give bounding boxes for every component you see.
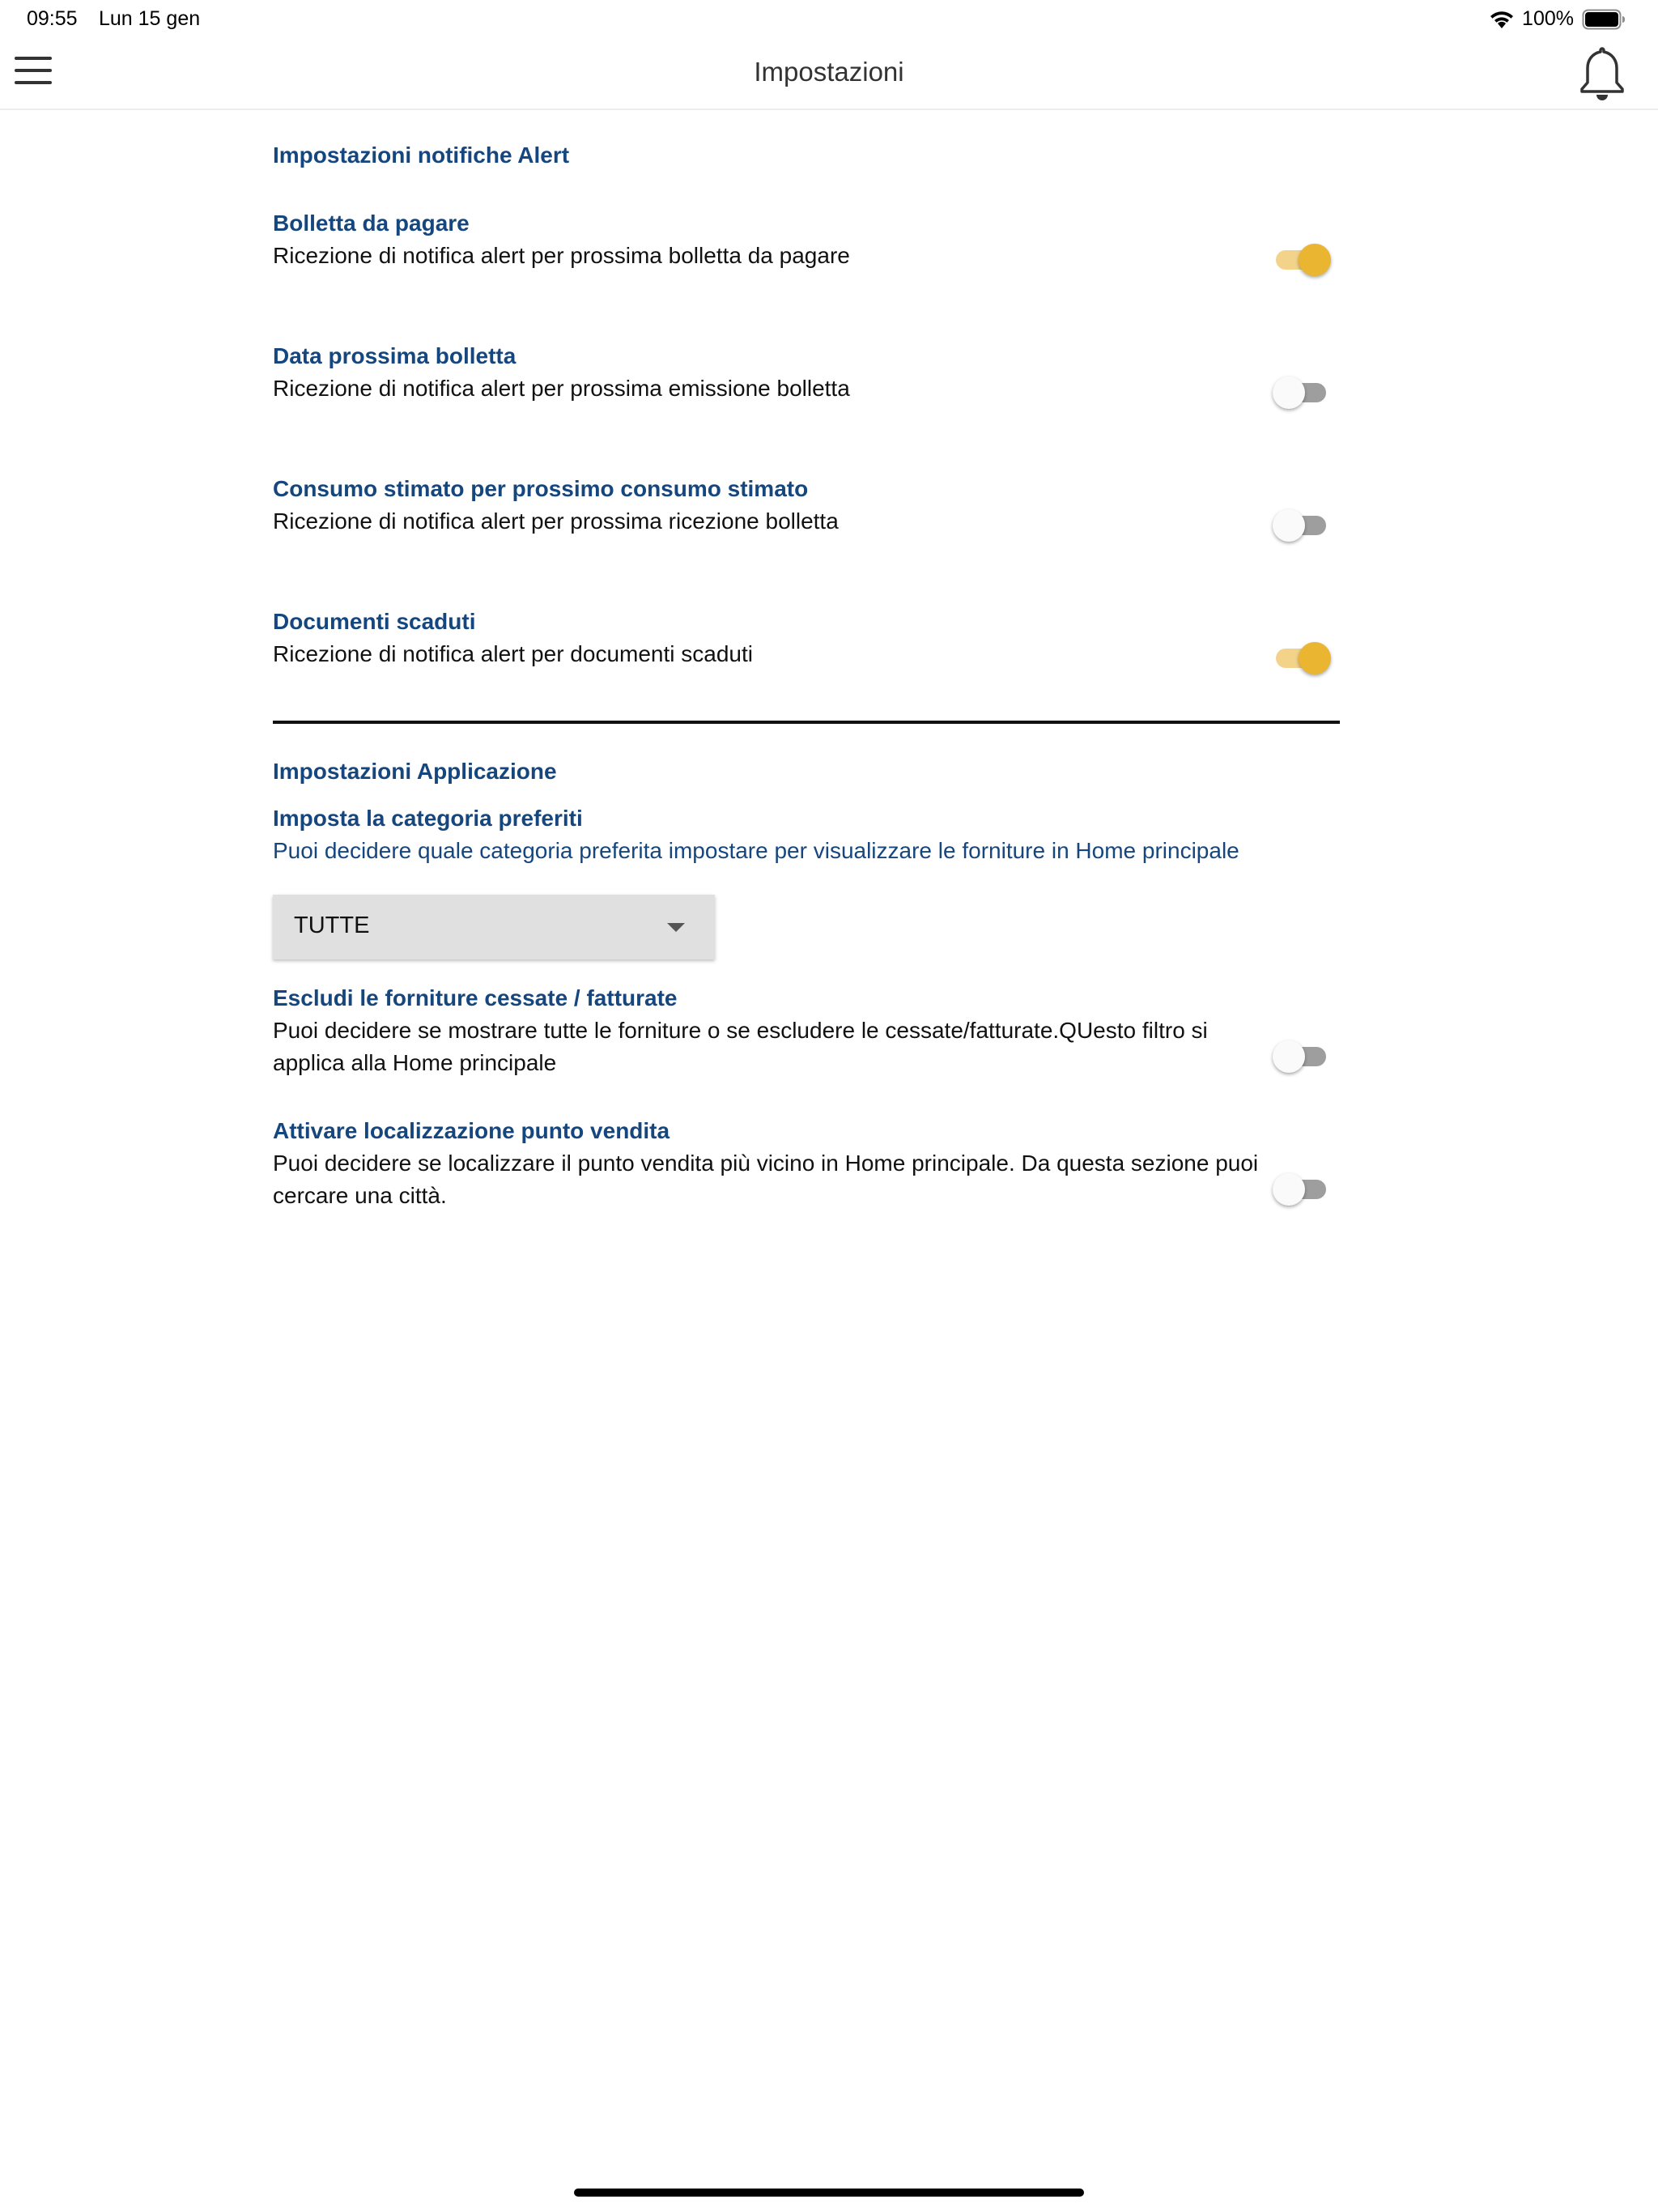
section-divider — [273, 721, 1340, 724]
setting-localizzazione — [273, 1115, 1340, 1212]
setting-description: Ricezione di notifica alert per prossima bolletta da pagare — [273, 243, 850, 268]
setting-title: Data prossima bolletta — [273, 343, 517, 368]
setting-title: Imposta la categoria preferiti — [273, 806, 583, 831]
status-time: 09:55 — [27, 7, 78, 30]
setting-title: Documenti scaduti — [273, 609, 476, 634]
status-date: Lun 15 gen — [99, 7, 201, 30]
setting-description: Puoi decidere quale categoria preferita impostare per visualizzare le forniture in Home principale — [273, 838, 1239, 863]
toggle-consumo-stimato[interactable] — [1273, 503, 1331, 543]
notifications-section-title: Impostazioni notifiche Alert — [273, 143, 570, 168]
toggle-bolletta-da-pagare[interactable] — [1273, 237, 1331, 278]
battery-percentage: 100% — [1522, 7, 1574, 30]
setting-categoria-preferiti — [273, 802, 1340, 867]
setting-title: Attivare localizzazione punto vendita — [273, 1118, 670, 1143]
setting-description: Puoi decidere se localizzare il punto vendita più vicino in Home principale. Da questa sezione puoi cercare una città. — [273, 1151, 1259, 1208]
setting-documenti-scaduti — [273, 606, 1340, 670]
setting-description: Ricezione di notifica alert per prossima emissione bolletta — [273, 376, 850, 401]
setting-data-prossima-bolletta — [273, 340, 1340, 405]
status-bar — [0, 0, 1658, 37]
setting-title: Escludi le forniture cessate / fatturate — [273, 985, 678, 1010]
toggle-documenti-scaduti[interactable] — [1273, 636, 1331, 676]
toggle-localizzazione[interactable] — [1273, 1167, 1331, 1207]
setting-description: Puoi decidere se mostrare tutte le forniture o se escludere le cessate/fatturate.QUesto filtro si applica alla Home principale — [273, 1018, 1208, 1075]
toggle-escludi-forniture[interactable] — [1273, 1034, 1331, 1074]
setting-title: Bolletta da pagare — [273, 211, 470, 236]
setting-escludi-forniture — [273, 982, 1340, 1079]
setting-bolletta-da-pagare — [273, 207, 1340, 272]
app-section-title: Impostazioni Applicazione — [273, 759, 557, 784]
setting-consumo-stimato — [273, 473, 1340, 538]
category-select-value: TUTTE — [294, 912, 370, 938]
status-indicators — [1488, 7, 1626, 31]
setting-description: Ricezione di notifica alert per prossima ricezione bolletta — [273, 508, 839, 534]
category-select[interactable] — [273, 895, 715, 959]
battery-icon — [1582, 9, 1626, 30]
setting-description: Ricezione di notifica alert per documenti scaduti — [273, 641, 753, 666]
setting-title: Consumo stimato per prossimo consumo stimato — [273, 476, 809, 501]
page-title: Impostazioni — [754, 57, 904, 87]
home-indicator — [574, 2189, 1084, 2197]
app-header — [0, 37, 1658, 110]
caret-down-icon — [667, 923, 685, 932]
wifi-icon — [1488, 9, 1516, 30]
toggle-data-prossima-bolletta[interactable] — [1273, 370, 1331, 410]
bell-icon[interactable] — [1575, 44, 1629, 104]
